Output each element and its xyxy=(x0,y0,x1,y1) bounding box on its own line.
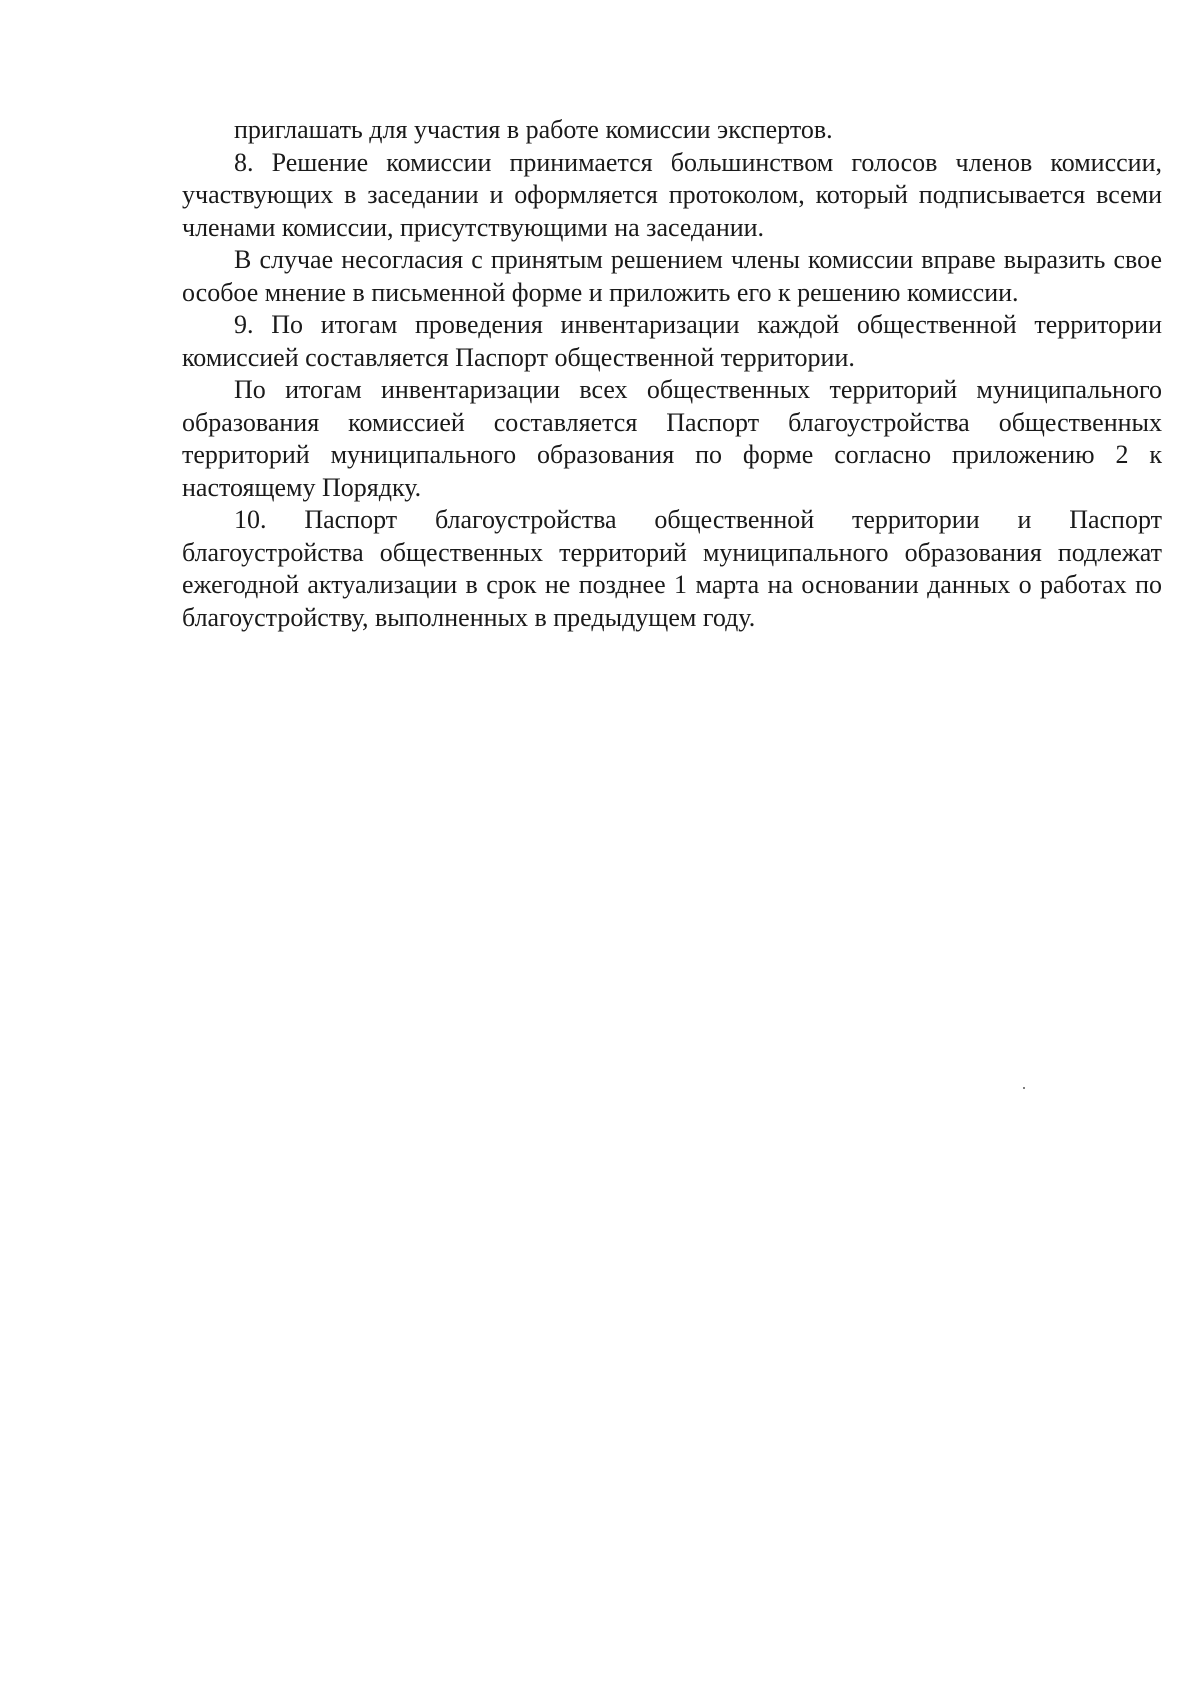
document-body xyxy=(182,114,1162,634)
paragraph-municipal-passport: По итогам инвентаризации всех общественных территорий муниципального образования комиссией составляется Паспорт благоустройства общественных территорий муниципального образования по форме согласно приложению 2 к настоящему Порядку. xyxy=(182,375,1162,502)
paragraph-item-10: 10. Паспорт благоустройства общественной территории и Паспорт благоустройства общественных территорий муниципального образования подлежат ежегодной актуализации в срок не позднее 1 марта на основании данных о работах по благоустройству, выполненных в предыдущем году. xyxy=(182,505,1162,632)
scan-speck xyxy=(1023,1087,1025,1089)
paragraph-item-9: 9. По итогам проведения инвентаризации каждой общественной территории комиссией составляется Паспорт общественной территории. xyxy=(182,310,1162,372)
paragraph-experts: приглашать для участия в работе комиссии экспертов. xyxy=(234,115,833,144)
paragraph-dissent: В случае несогласия с принятым решением члены комиссии вправе выразить свое особое мнение в письменной форме и приложить его к решению комиссии. xyxy=(182,245,1162,307)
paragraph-item-8: 8. Решение комиссии принимается большинством голосов членов комиссии, участвующих в заседании и оформляется протоколом, который подписывается всеми членами комиссии, присутствующими на заседании. xyxy=(182,147,1162,242)
